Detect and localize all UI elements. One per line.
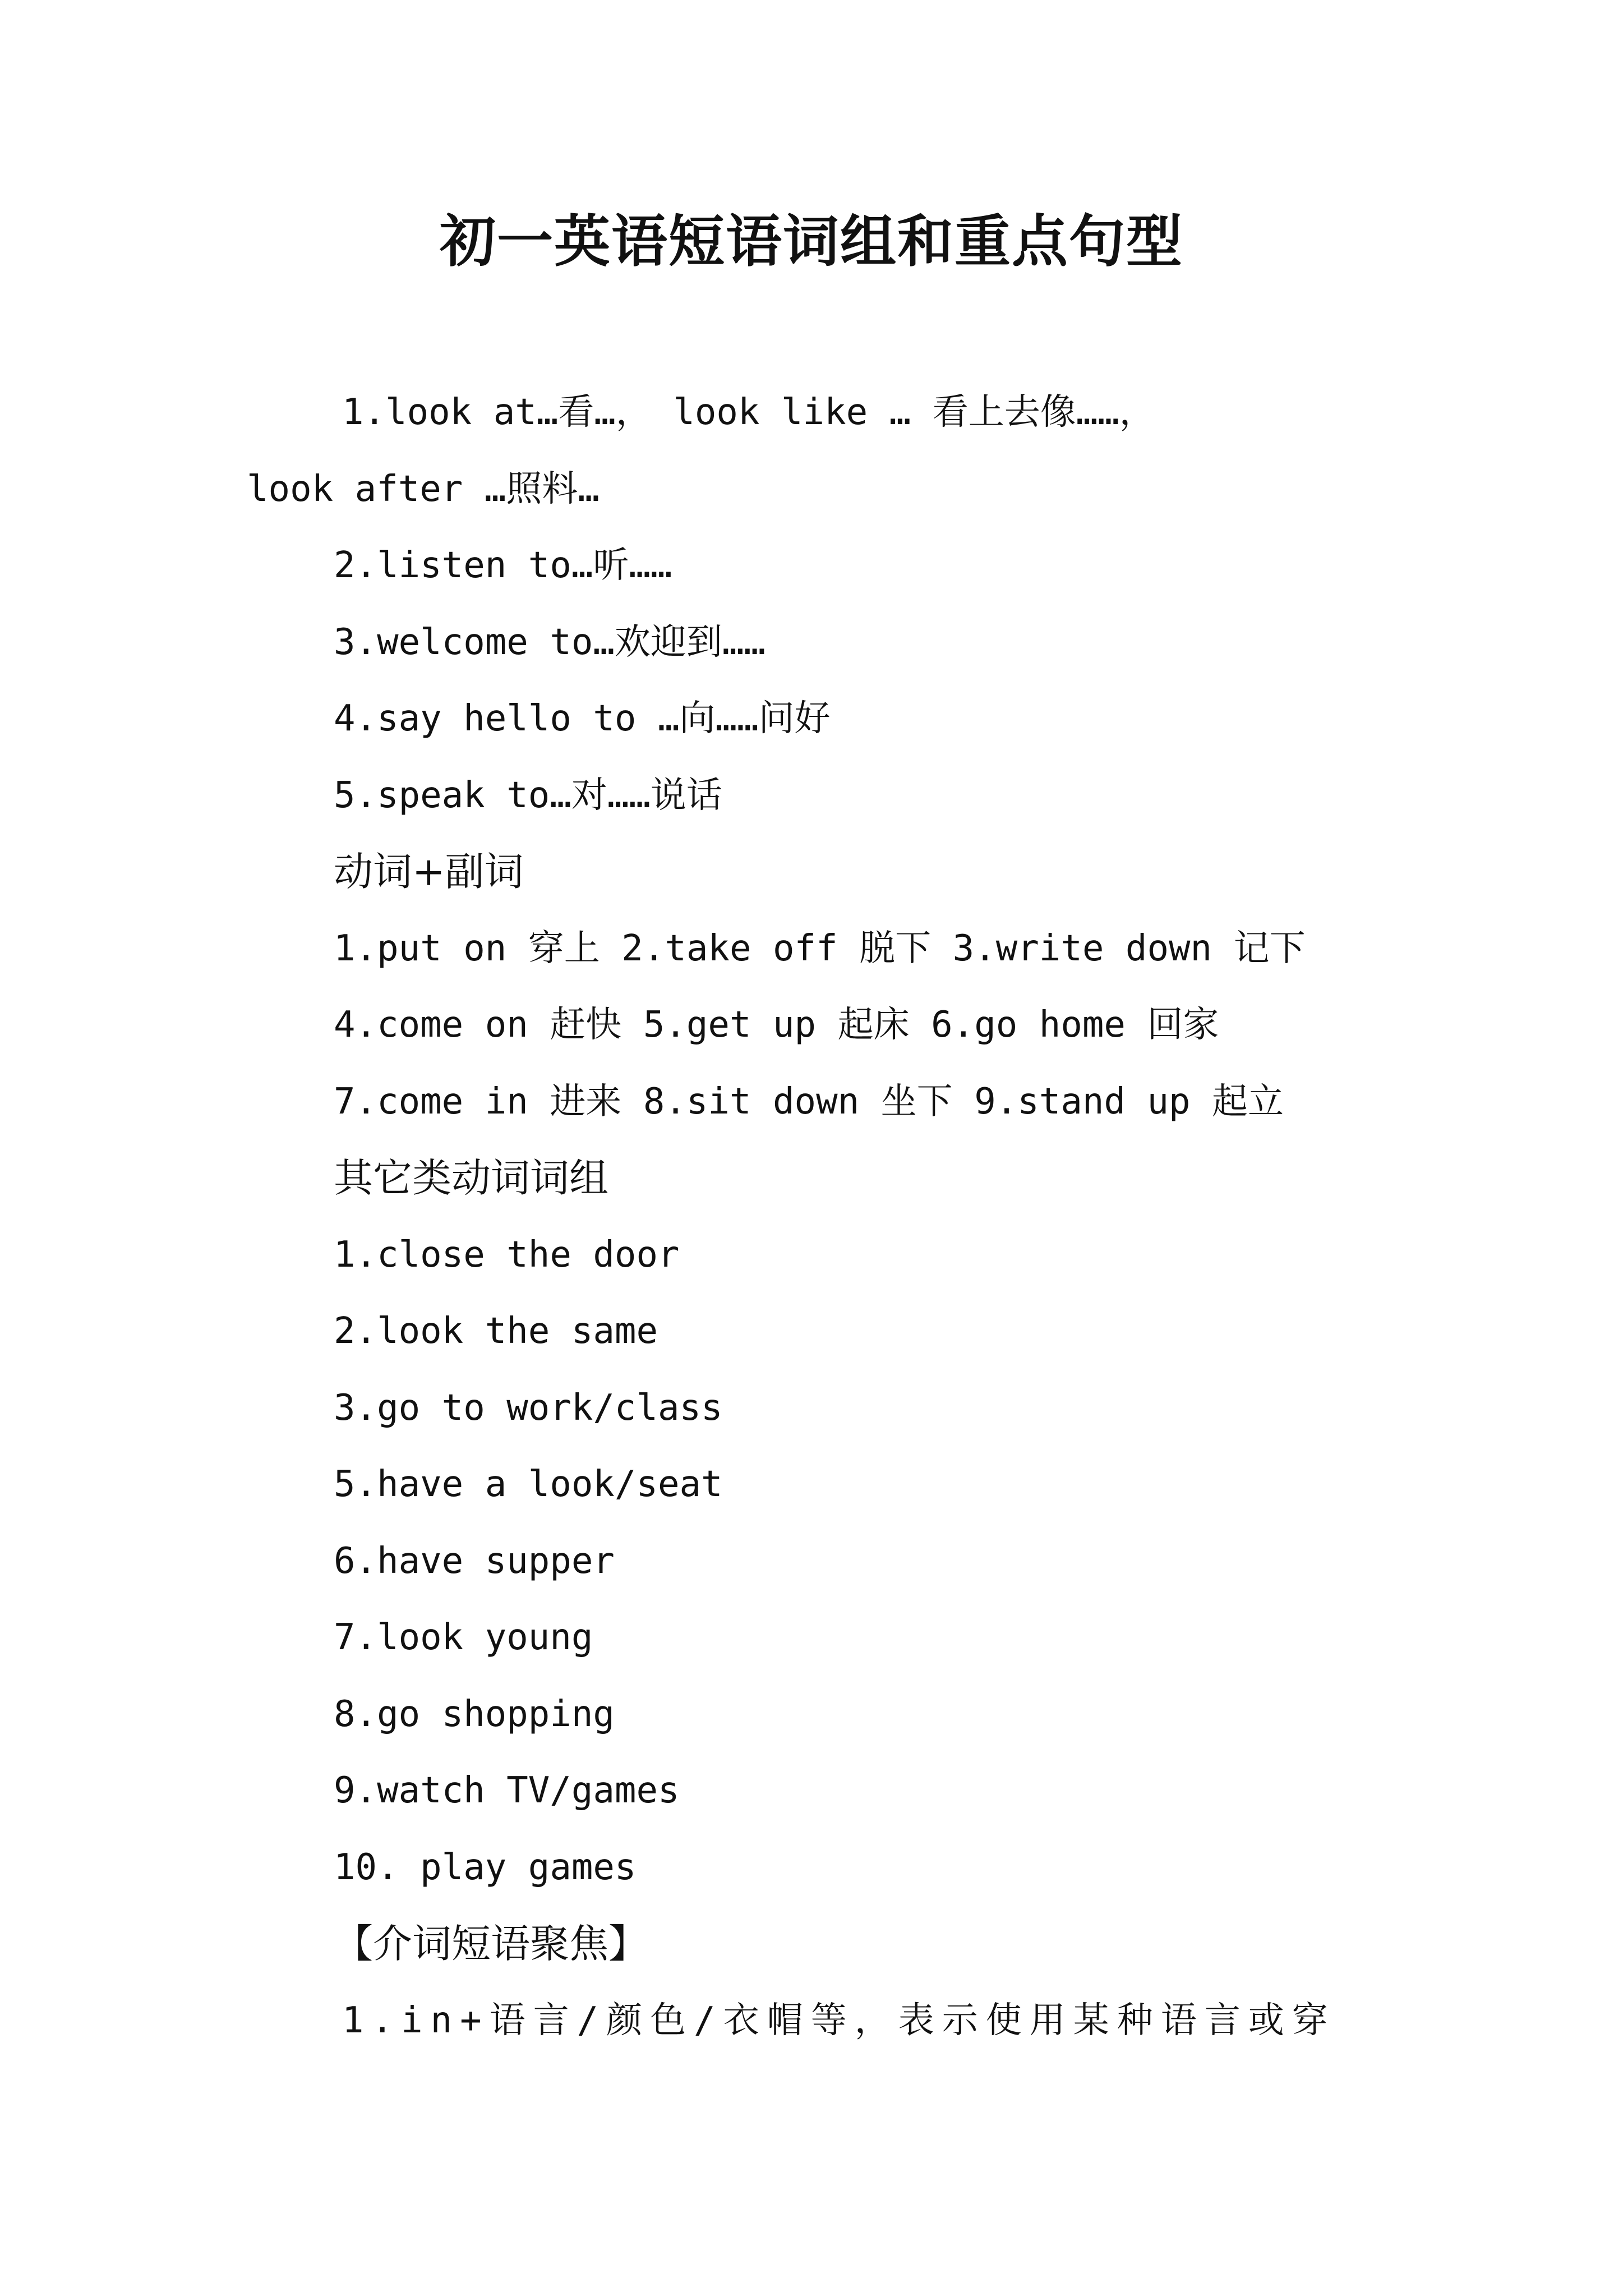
phrase-line-welcome: 3.welcome to…欢迎到……	[334, 622, 766, 663]
phrase-line-play-games: 10. play games	[334, 1847, 637, 1888]
phrase-line-go-shopping: 8.go shopping	[334, 1694, 615, 1735]
phrase-line-look-young: 7.look young	[334, 1617, 593, 1658]
phrase-line-look: 1.look at…看…， look like … 看上去像……，	[342, 392, 1155, 433]
phrase-line-in-language: 1.in+语言/颜色/衣帽等，表示使用某种语言或穿	[342, 2000, 1336, 2041]
phrase-line-look-after: look after …照料…	[247, 468, 600, 510]
phrase-line-watch-tv: 9.watch TV/games	[334, 1770, 680, 1811]
phrase-line-verb-adverb-2: 4.come on 赶快 5.get up 起床 6.go home 回家	[334, 1004, 1219, 1046]
phrase-line-have-supper: 6.have supper	[334, 1540, 615, 1582]
section-heading-verb-adverb: 动词+副词	[334, 849, 524, 895]
document-title: 初一英语短语词组和重点句型	[440, 208, 1183, 274]
phrase-line-have-a-look: 5.have a look/seat	[334, 1464, 723, 1505]
phrase-line-say-hello: 4.say hello to …向……问好	[334, 698, 831, 739]
section-heading-prepositions: 【介词短语聚焦】	[334, 1921, 648, 1967]
phrase-line-listen: 2.listen to…听……	[334, 545, 672, 586]
phrase-line-look-same: 2.look the same	[334, 1310, 658, 1352]
phrase-line-close-door: 1.close the door	[334, 1234, 680, 1276]
phrase-line-verb-adverb-3: 7.come in 进来 8.sit down 坐下 9.stand up 起立	[334, 1081, 1284, 1122]
section-heading-other-verbs: 其它类动词词组	[334, 1155, 608, 1201]
phrase-line-verb-adverb-1: 1.put on 穿上 2.take off 脱下 3.write down 记下	[334, 928, 1306, 969]
phrase-line-go-to-work: 3.go to work/class	[334, 1387, 723, 1429]
phrase-line-speak: 5.speak to…对……说话	[334, 775, 722, 816]
